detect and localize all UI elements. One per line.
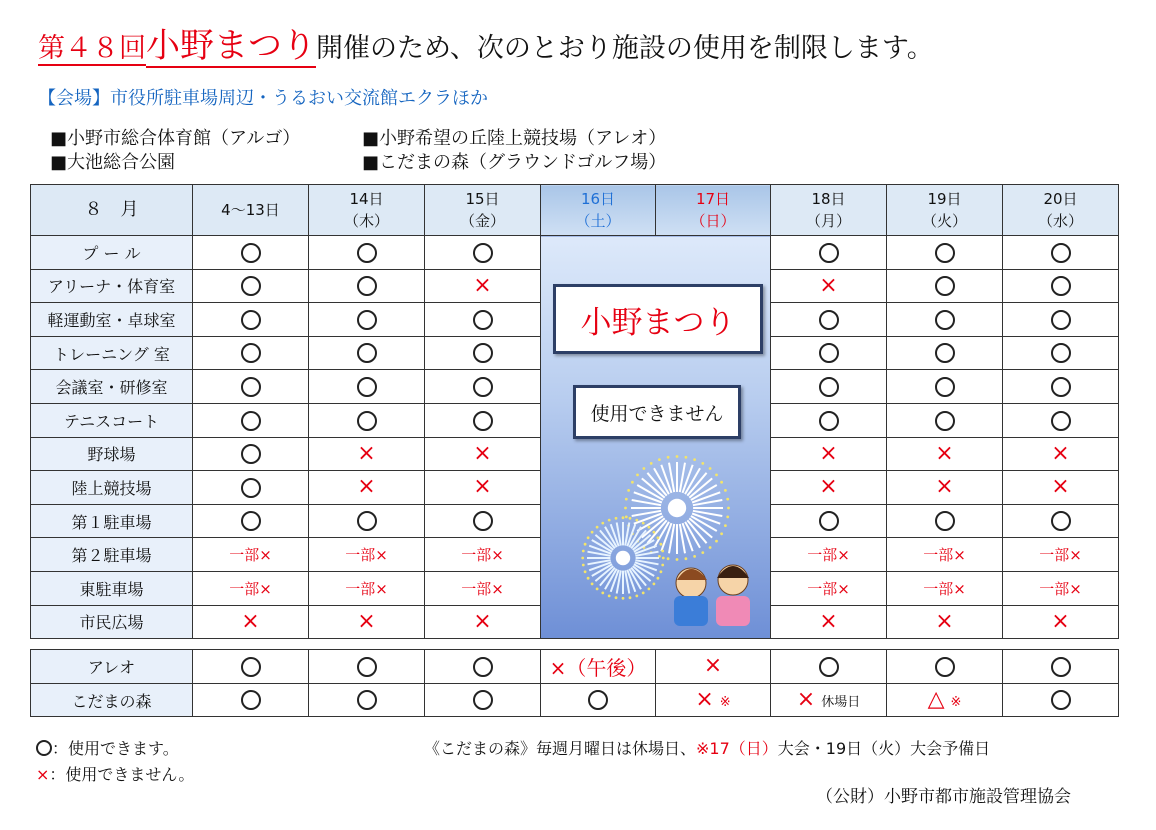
cross-icon: × [703, 653, 723, 679]
status-cell [425, 571, 541, 605]
cross-icon: × [1051, 440, 1070, 466]
partial-label: 一部× [229, 579, 272, 598]
status-cell [771, 437, 887, 471]
circle-icon [357, 276, 377, 296]
status-cell [1003, 370, 1119, 404]
cross-icon: × [819, 608, 838, 634]
title-festival-name: 小野まつり [146, 26, 316, 66]
row-label: アレオ [31, 650, 193, 684]
status-cell [887, 650, 1003, 684]
status-cell [309, 370, 425, 404]
legend-available: ：使用できます。 [36, 736, 179, 759]
status-cell [193, 437, 309, 471]
status-cell [425, 370, 541, 404]
status-cell [771, 269, 887, 303]
cross-icon: × [1051, 608, 1070, 634]
circle-icon [473, 690, 493, 710]
page-title [38, 18, 934, 67]
status-cell [425, 538, 541, 572]
status-cell [771, 236, 887, 270]
status-cell [193, 236, 309, 270]
cross-icon: × [935, 474, 954, 500]
status-cell [193, 269, 309, 303]
status-cell [309, 650, 425, 684]
row-label: プ ー ル [31, 236, 193, 270]
circle-icon [241, 343, 261, 363]
col-header: 20日 （水） [1003, 185, 1119, 236]
facility-item: ■大池総合公園 [50, 152, 176, 173]
cross-icon: × [695, 687, 714, 713]
circle-icon [935, 377, 955, 397]
circle-icon [473, 243, 493, 263]
circle-icon [935, 310, 955, 330]
partial-label: 一部× [461, 579, 504, 598]
table-row [31, 236, 1119, 270]
circle-icon [241, 690, 261, 710]
status-cell [771, 471, 887, 505]
circle-icon [1051, 310, 1071, 330]
status-cell [887, 269, 1003, 303]
cross-icon: × [473, 474, 492, 500]
partial-label: 一部× [807, 579, 850, 598]
status-cell [771, 683, 887, 717]
kodama-note: 《こだまの森》毎週月曜日は休場日、※17（日）大会・19日（火）大会予備日 [424, 739, 991, 758]
cross-icon: × [357, 608, 376, 634]
cross-icon: × [819, 440, 838, 466]
cross-icon: × [819, 474, 838, 500]
status-cell [1003, 336, 1119, 370]
status-cell [425, 336, 541, 370]
status-cell [771, 303, 887, 337]
circle-icon [1051, 276, 1071, 296]
status-cell [887, 437, 1003, 471]
circle-icon [241, 444, 261, 464]
col-header: 15日 （金） [425, 185, 541, 236]
partial-label: 一部× [229, 546, 272, 565]
status-cell [425, 403, 541, 437]
circle-icon [935, 411, 955, 431]
row-label: アリーナ・体育室 [31, 269, 193, 303]
status-cell [309, 683, 425, 717]
cross-icon: × [473, 608, 492, 634]
status-cell [1003, 605, 1119, 639]
circle-icon [473, 310, 493, 330]
cell-note: 休場日 [821, 695, 861, 711]
circle-icon [473, 343, 493, 363]
status-cell [309, 236, 425, 270]
status-cell [425, 683, 541, 717]
organization: （公財）小野市都市施設管理協会 [816, 787, 1071, 807]
status-cell [771, 571, 887, 605]
status-cell [1003, 504, 1119, 538]
circle-icon [241, 276, 261, 296]
status-cell [887, 571, 1003, 605]
circle-icon [1051, 511, 1071, 531]
closed-notice-box: 使用できません [573, 385, 741, 439]
status-cell [193, 471, 309, 505]
status-cell [1003, 538, 1119, 572]
status-cell [887, 303, 1003, 337]
partial-label: 一部× [1039, 546, 1082, 565]
circle-icon [357, 411, 377, 431]
cross-icon: × [36, 765, 50, 784]
facility-item: ■小野市総合体育館（アルゴ） [50, 128, 301, 149]
circle-icon [357, 377, 377, 397]
row-label: 会議室・研修室 [31, 370, 193, 404]
circle-icon [241, 511, 261, 531]
circle-icon [935, 243, 955, 263]
status-cell [193, 538, 309, 572]
circle-icon [819, 377, 839, 397]
status-cell [193, 683, 309, 717]
month-header: ８ 月 [31, 185, 193, 236]
status-cell [309, 605, 425, 639]
status-cell [1003, 403, 1119, 437]
status-cell [309, 504, 425, 538]
status-cell [656, 650, 771, 684]
status-cell [887, 538, 1003, 572]
row-label: 野球場 [31, 437, 193, 471]
circle-icon [935, 276, 955, 296]
status-cell [425, 437, 541, 471]
cross-afternoon: ×（午後） [549, 655, 647, 680]
row-label: 第２駐車場 [31, 538, 193, 572]
circle-icon [1051, 343, 1071, 363]
title-rest: 開催のため、次のとおり施設の使用を制限します。 [316, 33, 934, 64]
status-cell [309, 437, 425, 471]
partial-label: 一部× [807, 546, 850, 565]
status-cell [1003, 571, 1119, 605]
status-cell [309, 471, 425, 505]
status-cell [309, 303, 425, 337]
status-cell [193, 370, 309, 404]
col-header: 14日 （木） [309, 185, 425, 236]
row-label: トレーニング 室 [31, 336, 193, 370]
circle-icon [473, 377, 493, 397]
circle-icon [357, 657, 377, 677]
status-cell [771, 504, 887, 538]
status-cell [425, 303, 541, 337]
partial-label: 一部× [345, 579, 388, 598]
status-cell [1003, 471, 1119, 505]
status-cell [425, 269, 541, 303]
cross-icon: × [1051, 474, 1070, 500]
cross-icon: × [935, 440, 954, 466]
status-cell [771, 605, 887, 639]
facility-item: ■こだまの森（グラウンドゴルフ場） [362, 152, 667, 173]
status-cell [887, 683, 1003, 717]
status-cell [771, 370, 887, 404]
circle-icon [473, 411, 493, 431]
status-cell [193, 303, 309, 337]
status-cell [193, 336, 309, 370]
status-cell [771, 403, 887, 437]
status-cell [309, 336, 425, 370]
facility-item: ■小野希望の丘陸上競技場（アレオ） [362, 128, 667, 149]
cross-icon: × [357, 474, 376, 500]
row-label: 第１駐車場 [31, 504, 193, 538]
cell-note: ※ [950, 695, 962, 711]
status-cell [887, 336, 1003, 370]
circle-icon [819, 243, 839, 263]
circle-icon [36, 740, 52, 756]
status-cell [309, 269, 425, 303]
status-cell [1003, 683, 1119, 717]
status-cell [887, 605, 1003, 639]
circle-icon [819, 657, 839, 677]
cross-icon: × [241, 608, 260, 634]
circle-icon [1051, 657, 1071, 677]
header-row [31, 185, 1119, 236]
col-header: 4～13日 [193, 185, 309, 236]
status-cell [193, 403, 309, 437]
status-cell [887, 403, 1003, 437]
status-cell [1003, 236, 1119, 270]
circle-icon [241, 411, 261, 431]
status-cell [771, 336, 887, 370]
festival-name-box: 小野まつり [553, 284, 763, 354]
circle-icon [241, 657, 261, 677]
circle-icon [473, 657, 493, 677]
cell-note: ※ [719, 695, 731, 711]
circle-icon [819, 343, 839, 363]
status-cell [425, 605, 541, 639]
festival-closed-block [541, 236, 771, 639]
circle-icon [357, 343, 377, 363]
partial-label: 一部× [345, 546, 388, 565]
status-cell [1003, 437, 1119, 471]
circle-icon [357, 310, 377, 330]
status-cell [309, 538, 425, 572]
row-label: こだまの森 [31, 683, 193, 717]
status-cell [309, 403, 425, 437]
status-cell [1003, 650, 1119, 684]
col-header-saturday: 16日 （土） [541, 185, 656, 236]
circle-icon [1051, 411, 1071, 431]
circle-icon [473, 511, 493, 531]
circle-icon [241, 478, 261, 498]
circle-icon [819, 511, 839, 531]
circle-icon [241, 243, 261, 263]
cross-icon: × [357, 440, 376, 466]
status-cell [193, 571, 309, 605]
triangle-icon: △ [927, 687, 945, 713]
circle-icon [357, 690, 377, 710]
status-cell [887, 236, 1003, 270]
circle-icon [935, 511, 955, 531]
cross-icon: × [796, 687, 816, 713]
status-cell [887, 471, 1003, 505]
status-cell [193, 605, 309, 639]
circle-icon [357, 511, 377, 531]
status-cell [887, 504, 1003, 538]
status-cell [1003, 269, 1119, 303]
status-cell [425, 236, 541, 270]
circle-icon [241, 377, 261, 397]
status-cell [193, 504, 309, 538]
venue-text: 【会場】市役所駐車場周辺・うるおい交流館エクラほか [38, 88, 488, 109]
table-row-areo [31, 650, 1119, 684]
partial-label: 一部× [461, 546, 504, 565]
status-cell [425, 650, 541, 684]
partial-label: 一部× [923, 546, 966, 565]
cross-icon: × [473, 272, 492, 298]
row-label: 東駐車場 [31, 571, 193, 605]
circle-icon [357, 243, 377, 263]
col-header-sunday: 17日 （日） [656, 185, 771, 236]
circle-icon [241, 310, 261, 330]
cross-icon: × [819, 272, 838, 298]
row-label: 市民広場 [31, 605, 193, 639]
col-header: 19日 （火） [887, 185, 1003, 236]
row-label: テニスコート [31, 403, 193, 437]
status-cell [541, 650, 656, 684]
cross-icon: × [473, 440, 492, 466]
status-cell [309, 571, 425, 605]
cross-icon: × [935, 608, 954, 634]
legend-unavailable: ×：使用できません。 [36, 765, 195, 784]
status-cell [425, 471, 541, 505]
circle-icon [935, 343, 955, 363]
partial-label: 一部× [1039, 579, 1082, 598]
col-header: 18日 （月） [771, 185, 887, 236]
circle-icon [1051, 690, 1071, 710]
status-cell [887, 370, 1003, 404]
row-label: 軽運動室・卓球室 [31, 303, 193, 337]
status-cell [193, 650, 309, 684]
status-cell [656, 683, 771, 717]
row-label: 陸上競技場 [31, 471, 193, 505]
circle-icon [819, 310, 839, 330]
status-cell [1003, 303, 1119, 337]
schedule-table [30, 184, 1119, 717]
status-cell [771, 650, 887, 684]
circle-icon [1051, 243, 1071, 263]
circle-icon [588, 690, 608, 710]
title-edition: 第４８回 [38, 33, 146, 64]
circle-icon [819, 411, 839, 431]
table-row-kodama [31, 683, 1119, 717]
circle-icon [1051, 377, 1071, 397]
status-cell [425, 504, 541, 538]
partial-label: 一部× [923, 579, 966, 598]
status-cell [541, 683, 656, 717]
status-cell [771, 538, 887, 572]
circle-icon [935, 657, 955, 677]
